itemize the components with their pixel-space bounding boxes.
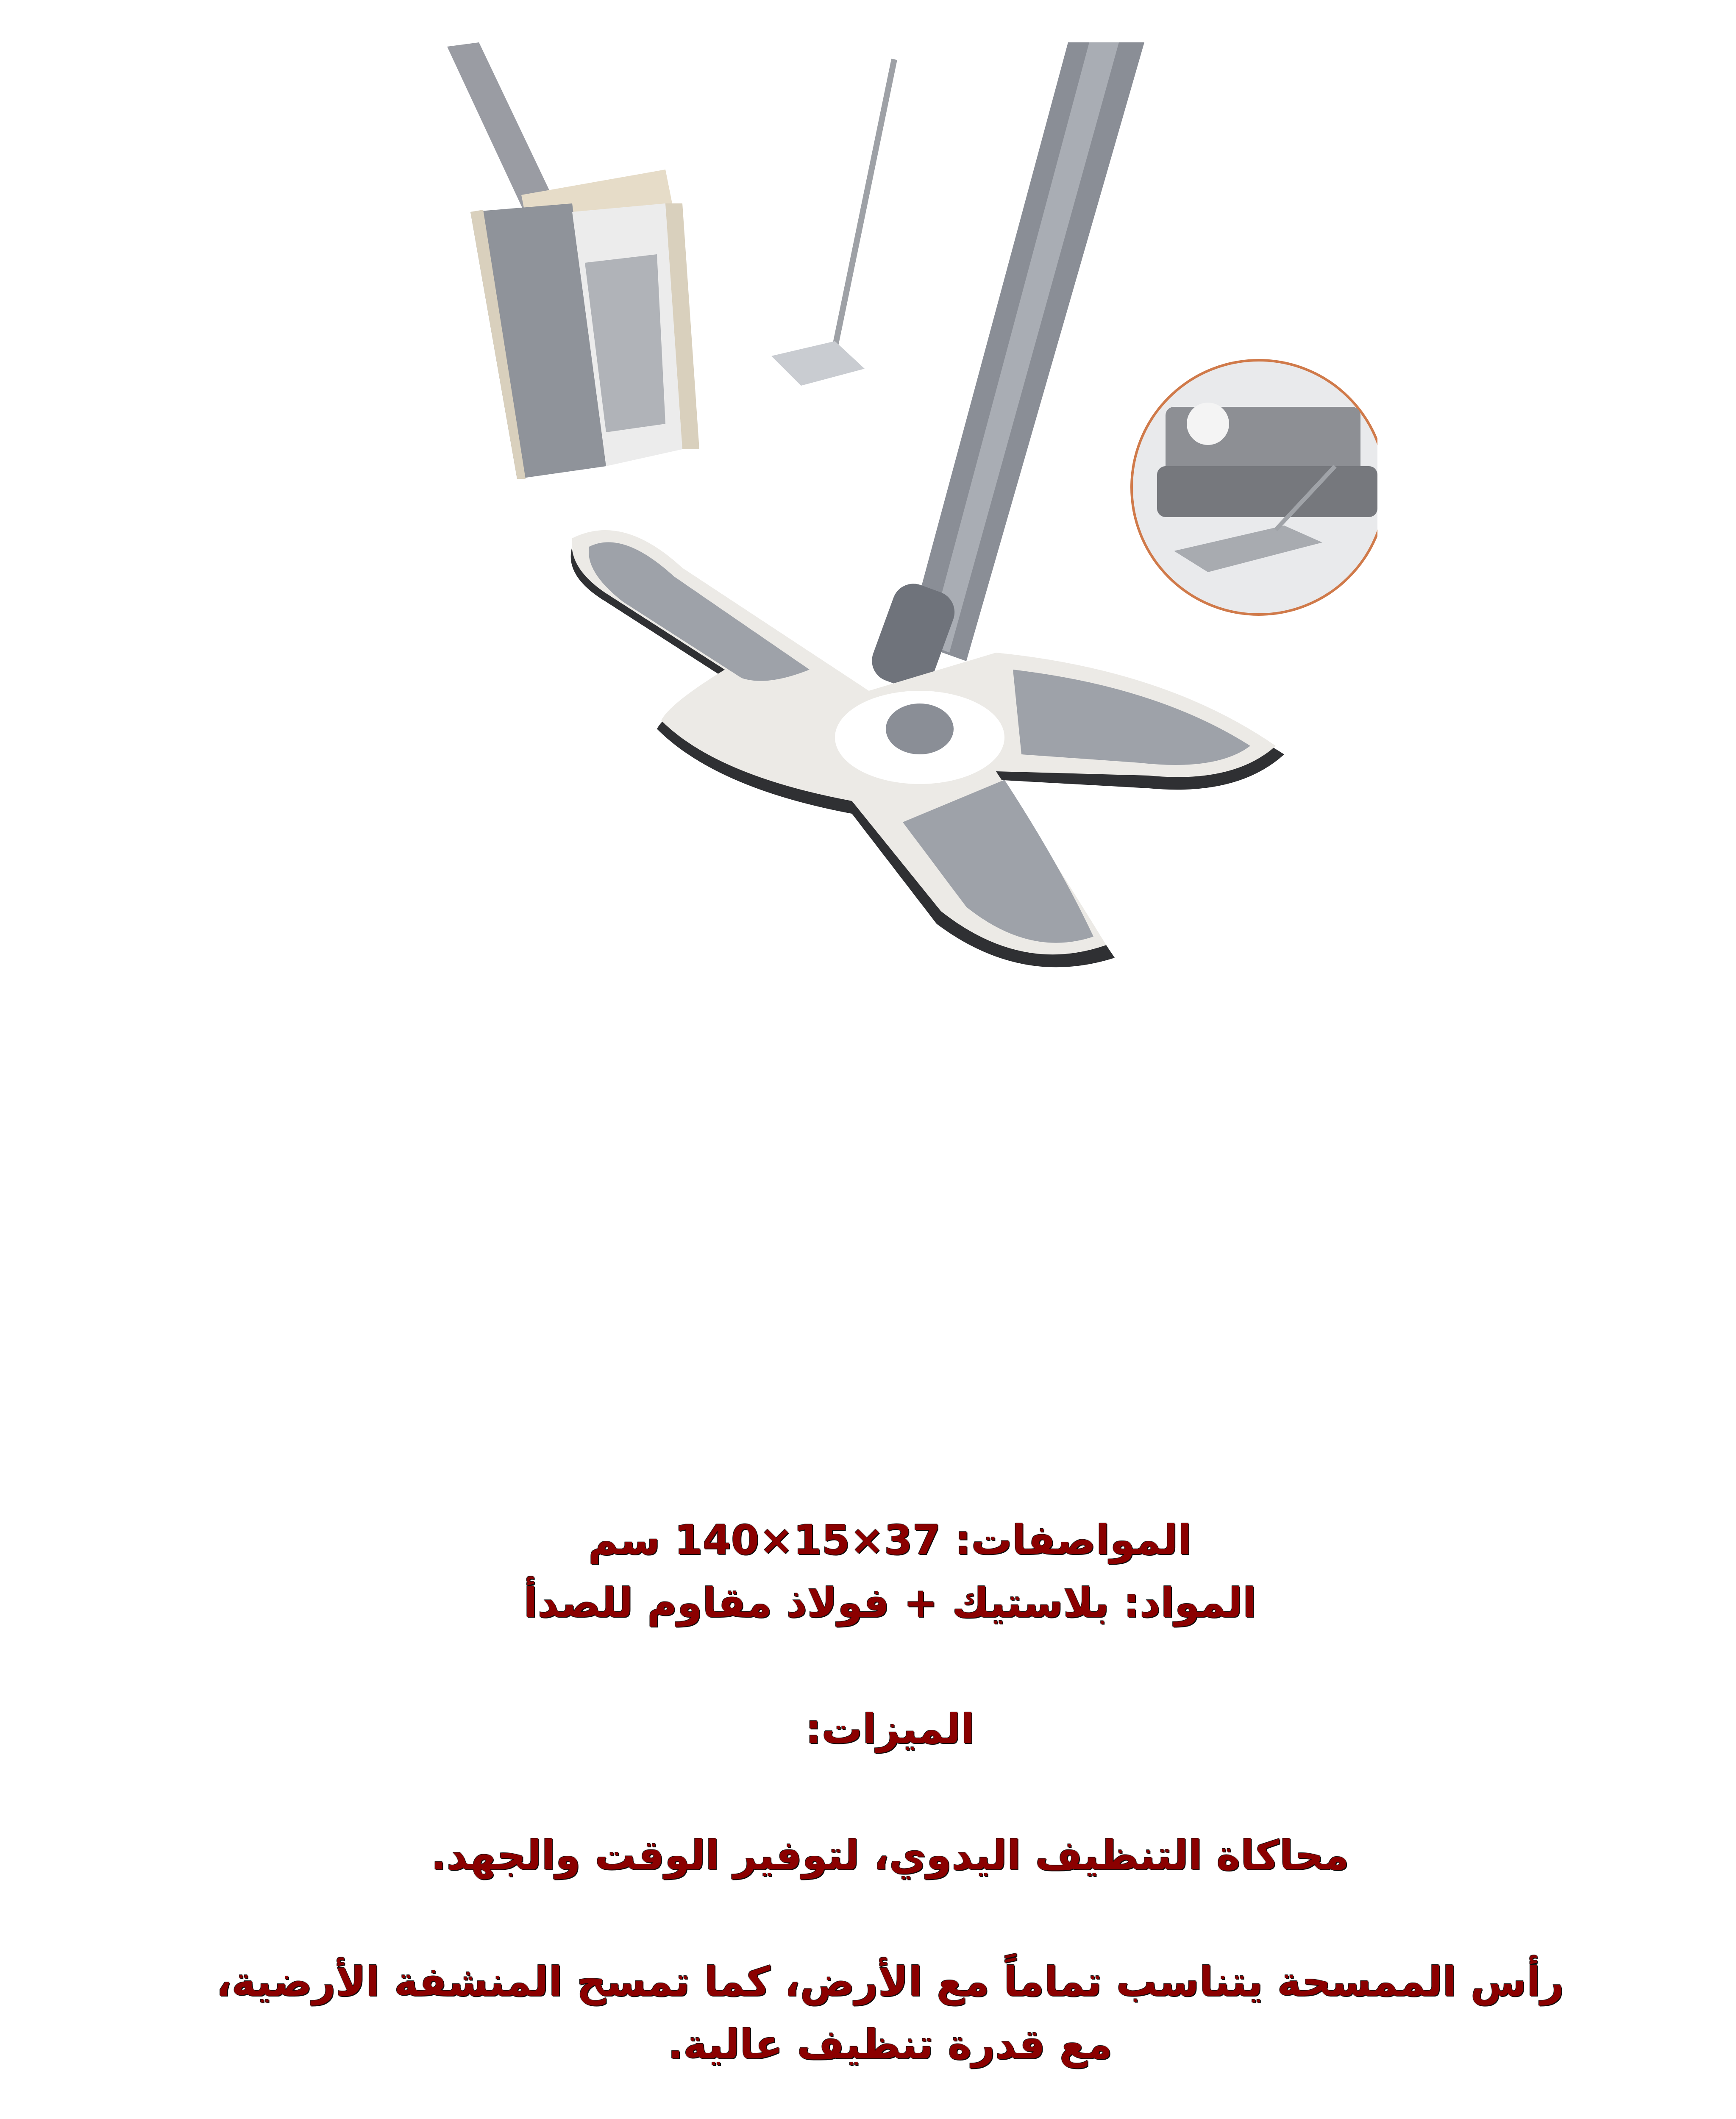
- features-heading: الميزات:: [805, 1705, 975, 1753]
- specs-line: المواصفات: 37×15×140 سم: [588, 1516, 1192, 1564]
- product-image: [445, 42, 1377, 992]
- product-description: [212, 1509, 1568, 2119]
- mop-thumbnail: [771, 59, 894, 386]
- feature-item: رأس الممسحة يتناسب تماماً مع الأرض، كما تمسح المنشفة الأرضية، مع قدرة تنظيف عالية.: [216, 1958, 1564, 2068]
- feature-item: محاكاة التنظيف اليدوي، لتوفير الوقت والجهد.: [431, 1832, 1349, 1879]
- folded-mop-detail: [447, 42, 699, 479]
- materials-line: المواد: بلاستيك + فولاذ مقاوم للصدأ: [523, 1579, 1257, 1627]
- mop-handle: [866, 42, 1144, 695]
- sofa-inset: [1132, 360, 1377, 615]
